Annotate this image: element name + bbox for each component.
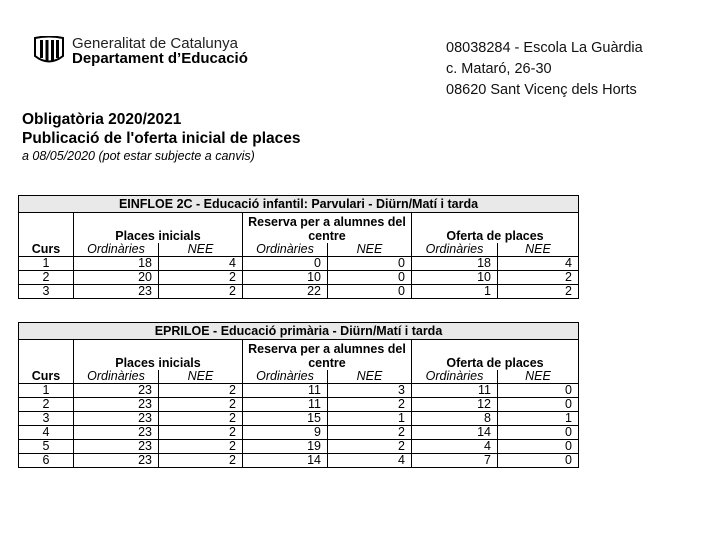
cell-value: 2 (159, 384, 243, 398)
document-title-block (22, 110, 300, 164)
school-street: c. Mataró, 26-30 (446, 61, 552, 77)
subheader-ordinaries: Ordinàries (243, 243, 328, 257)
subheader-nee: NEE (498, 370, 579, 384)
generalitat-emblem-icon (32, 36, 66, 66)
header-reserva: Reserva per a alumnes del centre (243, 340, 412, 371)
cell-value: 11 (243, 384, 328, 398)
cell-curs: 4 (19, 426, 74, 440)
cell-value: 10 (412, 271, 498, 285)
cell-curs: 3 (19, 285, 74, 299)
cell-value: 4 (328, 454, 412, 468)
cell-value: 2 (328, 398, 412, 412)
subheader-ordinaries: Ordinàries (74, 243, 159, 257)
cell-value: 2 (159, 440, 243, 454)
cell-value: 0 (498, 426, 579, 440)
subheader-nee: NEE (159, 370, 243, 384)
cell-value: 2 (159, 285, 243, 299)
table-row (19, 285, 579, 299)
cell-value: 14 (243, 454, 328, 468)
org-name: Generalitat de Catalunya (72, 35, 238, 52)
cell-curs: 1 (19, 384, 74, 398)
cell-curs: 3 (19, 412, 74, 426)
school-city: 08620 Sant Vicenç dels Horts (446, 82, 637, 98)
cell-value: 2 (328, 440, 412, 454)
subheader-ordinaries: Ordinàries (412, 370, 498, 384)
subheader-nee: NEE (328, 370, 412, 384)
table-row (19, 440, 579, 454)
cell-value: 19 (243, 440, 328, 454)
cell-value: 0 (328, 257, 412, 271)
cell-value: 0 (328, 285, 412, 299)
offer-table-epriloe (18, 322, 579, 468)
table-row (19, 412, 579, 426)
cell-value: 0 (328, 271, 412, 285)
subheader-ordinaries: Ordinàries (243, 370, 328, 384)
cell-value: 23 (74, 426, 159, 440)
table-row (19, 271, 579, 285)
cell-value: 23 (74, 285, 159, 299)
subheader-nee: NEE (328, 243, 412, 257)
cell-value: 2 (328, 426, 412, 440)
cell-value: 7 (412, 454, 498, 468)
table-title: EPRILOE - Educació primària - Diürn/Matí i tarda (19, 323, 579, 340)
cell-value: 0 (498, 398, 579, 412)
table-row (19, 257, 579, 271)
cell-value: 23 (74, 454, 159, 468)
cell-value: 22 (243, 285, 328, 299)
offer-table-einfloe (18, 195, 579, 299)
header-oferta: Oferta de places (412, 213, 579, 244)
cell-value: 2 (498, 285, 579, 299)
cell-value: 11 (243, 398, 328, 412)
cell-value: 4 (412, 440, 498, 454)
publication-date: a 08/05/2020 (pot estar subjecte a canvis) (22, 149, 255, 163)
cell-value: 23 (74, 398, 159, 412)
cell-value: 14 (412, 426, 498, 440)
cell-value: 2 (498, 271, 579, 285)
cell-curs: 2 (19, 271, 74, 285)
cell-value: 11 (412, 384, 498, 398)
table-row (19, 398, 579, 412)
table-row (19, 384, 579, 398)
cell-value: 0 (498, 440, 579, 454)
cell-value: 1 (412, 285, 498, 299)
table-row (19, 426, 579, 440)
cell-value: 23 (74, 384, 159, 398)
cell-value: 0 (498, 454, 579, 468)
cell-value: 9 (243, 426, 328, 440)
cell-value: 10 (243, 271, 328, 285)
school-code-name: 08038284 - Escola La Guàrdia (446, 40, 643, 56)
subheader-nee: NEE (498, 243, 579, 257)
cell-value: 0 (498, 384, 579, 398)
cell-value: 20 (74, 271, 159, 285)
header-oferta: Oferta de places (412, 340, 579, 371)
cell-value: 18 (74, 257, 159, 271)
subheader-ordinaries: Ordinàries (412, 243, 498, 257)
cell-value: 18 (412, 257, 498, 271)
cell-value: 12 (412, 398, 498, 412)
cell-value: 4 (159, 257, 243, 271)
document-title: Obligatòria 2020/2021 (22, 111, 182, 128)
header-places-inicials: Places inicials (74, 340, 243, 371)
cell-value: 4 (498, 257, 579, 271)
cell-value: 23 (74, 412, 159, 426)
generalitat-logo (32, 36, 248, 66)
department-name: Departament d’Educació (72, 50, 248, 67)
cell-value: 2 (159, 454, 243, 468)
cell-value: 3 (328, 384, 412, 398)
cell-value: 8 (412, 412, 498, 426)
table-title: EINFLOE 2C - Educació infantil: Parvulari - Diürn/Matí i tarda (19, 196, 579, 213)
cell-curs: 6 (19, 454, 74, 468)
cell-value: 2 (159, 426, 243, 440)
cell-value: 2 (159, 412, 243, 426)
header-places-inicials: Places inicials (74, 213, 243, 244)
cell-curs: 1 (19, 257, 74, 271)
cell-value: 1 (328, 412, 412, 426)
table-row (19, 454, 579, 468)
subheader-ordinaries: Ordinàries (74, 370, 159, 384)
cell-value: 15 (243, 412, 328, 426)
header-reserva: Reserva per a alumnes del centre (243, 213, 412, 244)
cell-curs: 2 (19, 398, 74, 412)
header-curs: Curs (19, 340, 74, 384)
cell-curs: 5 (19, 440, 74, 454)
header-curs: Curs (19, 213, 74, 257)
cell-value: 1 (498, 412, 579, 426)
cell-value: 0 (243, 257, 328, 271)
document-subtitle: Publicació de l'oferta inicial de places (22, 130, 301, 147)
cell-value: 2 (159, 271, 243, 285)
subheader-nee: NEE (159, 243, 243, 257)
school-address (446, 38, 643, 101)
cell-value: 23 (74, 440, 159, 454)
cell-value: 2 (159, 398, 243, 412)
